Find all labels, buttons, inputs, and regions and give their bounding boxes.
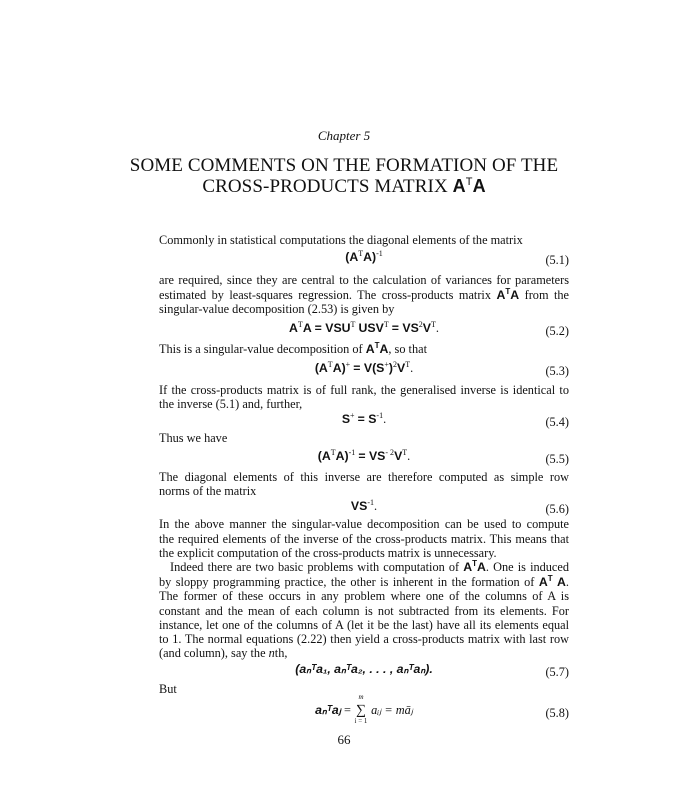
equation-5-3: $(A^TA)^+ = V(S^+)^2V^T$. (5.3) [314,359,569,378]
paragraph-8-line-6: to 1. The normal equations (2.22) then yield a cross-products matrix with last row [159,632,569,646]
equation-number: (5.3) [545,364,569,378]
paragraph-9: But [159,682,177,696]
equation-number: (5.8) [545,706,569,720]
paragraph-4-line-1: If the cross-products matrix is of full rank, the generalised inverse is identical to [159,383,569,397]
equation-5-8: aₙᵀaⱼ = m ∑ i = 1 aᵢⱼ = māⱼ (5.8) [315,693,569,725]
paragraph-2-line-3: singular-value decomposition (2.53) is given by [159,302,395,316]
paragraph-4-line-2: the inverse (5.1) and, further, [159,397,303,411]
paragraph-8-line-1: Indeed there are two basic problems with computation of $A^TA$. One is induced [170,558,569,574]
paragraph-5: Thus we have [159,431,228,445]
paragraph-1: Commonly in statistical computations the diagonal elements of the matrix [159,233,523,247]
paragraph-3: This is a singular-value decomposition of $A^TA$, so that [159,340,427,356]
equation-5-7: (aₙᵀa₁, aₙᵀa₂, . . . , aₙᵀaₙ). (5.7) [295,662,569,679]
page-number: 66 [337,732,351,747]
equation-5-5: $(A^TA)^{-1} = VS^{- 2}V^T$. (5.5) [317,447,569,466]
title-line-2 [0,176,688,197]
paragraph-8-line-2: by sloppy programming practice, the other is inherent in the formation of $A^T$ A. [159,573,569,589]
paragraph-6-line-1: The diagonal elements of this inverse are therefore computed as simple row [159,470,569,484]
paragraph-8-line-5: instance, let one of the columns of A (let it be the last) have all its elements equal [159,618,569,632]
equation-number: (5.6) [545,502,569,516]
equation-number: (5.4) [545,415,569,429]
paragraph-7-line-1: In the above manner the singular-value decomposition can be used to compute [159,517,569,531]
paragraph-7-line-2: the required elements of the inverse of the cross-products matrix. This means that [159,532,569,546]
equation-5-4: $S^+ = S^{-1}$. (5.4) [341,410,569,429]
paragraph-7-line-3: the explicit computation of the cross-products matrix is unnecessary. [159,546,497,560]
title-line-2-text: CROSS-PRODUCTS MATRIX [202,176,448,197]
title-line-1: SOME COMMENTS ON THE FORMATION OF THE [129,155,559,176]
equation-5-6: $VS^{-1}$. (5.6) [350,497,569,516]
paragraph-6-line-2: norms of the matrix [159,484,257,498]
chapter-label: Chapter 5 [317,128,371,143]
equation-number: (5.2) [545,324,569,338]
paragraph-2-line-1: are required, since they are central to the calculation of variances for parameters [159,273,569,287]
equation-5-2: $A^TA = VSU^T$ $USV^T = VS^2V^T$. (5.2) [289,319,569,338]
paragraph-8-line-3: The former of these occurs in any problem where one of the columns of A is [159,589,569,603]
equation-number: (5.7) [545,665,569,679]
title-matrix: $A^TA$ [452,176,486,196]
chapter-title [0,156,688,197]
paragraph-8-line-7: (and column), say the nth, [159,646,288,660]
equation-number: (5.1) [545,253,569,267]
equation-5-1: $(A^TA)^{-1}$ (5.1) [345,248,569,267]
paragraph-8-line-4: constant and the mean of each column is not subtracted from its elements. For [159,604,569,618]
paragraph-2-line-2: estimated by least-squares regression. The cross-products matrix $A^TA$ from the [159,286,569,302]
equation-number: (5.5) [545,452,569,466]
